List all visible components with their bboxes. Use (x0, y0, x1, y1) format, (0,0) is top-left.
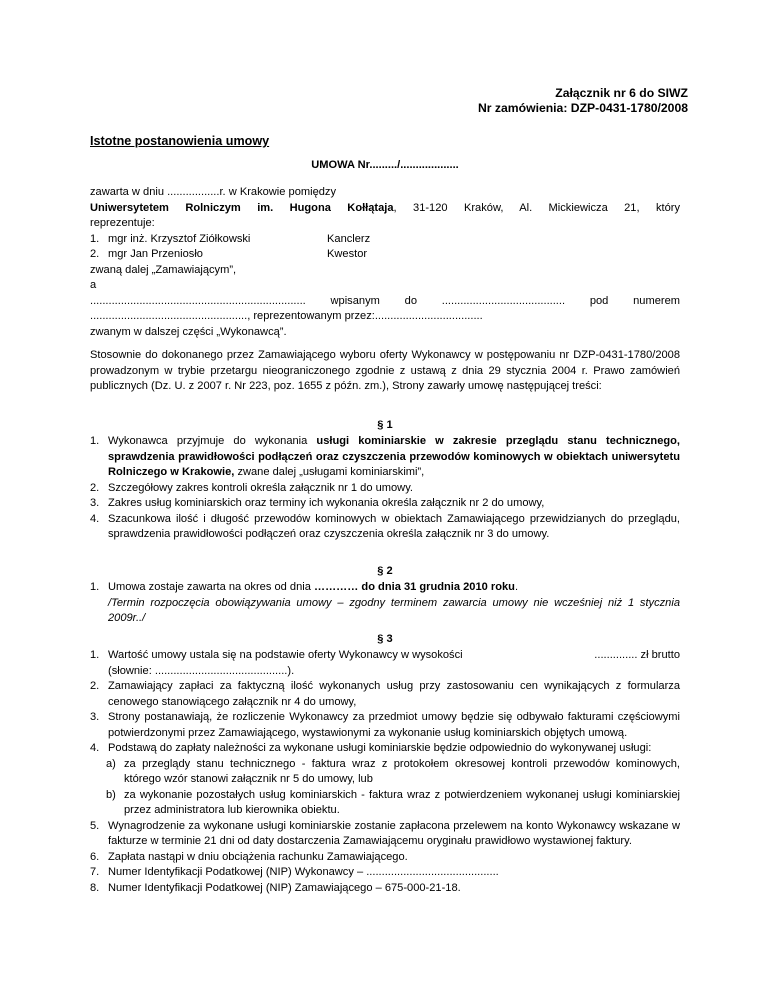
list-item: 3. Zakres usług kominiarskich oraz terminy ich wykonania określa załącznik nr 2 do umowy, (90, 497, 545, 509)
contractor-alias: zwanym w dalszej części „Wykonawcą”. (90, 325, 287, 338)
represented-label: reprezentuje: (90, 217, 155, 229)
list-item: 1. Wykonawca przyjmuje do wykonania usługi kominiarskie w zakresie przeglądu stanu technicznego, sprawdzenia prawidłowości podłączeń oraz czyszczenia przewodów kominowych w obiektach uniwersytetu Rolniczego w Krakowie, zwane dalej „usługami kominiarskimi”, (90, 435, 681, 478)
contractor-represented-line: ..................................................., reprezentowanym przez:................................... (90, 310, 483, 322)
page-title: Istotne postanowienia umowy (90, 134, 270, 148)
attachment-label: Załącznik nr 6 do SIWZ (555, 86, 688, 100)
list-item: 3. Strony postanawiają, że rozliczenie Wykonawcy za przedmiot umowy będzie się odbywało fakturami częściowymi potwierdzonymi przez Zamawiającego, wystawionymi za wykonanie usług kominiarskich objętych umową. (90, 711, 680, 739)
list-item: 2. Zamawiający zapłaci za faktyczną ilość wykonanych usług przy zastosowaniu cen wynikających z formularza cenowego stanowiącego załącznik nr 4 do umowy, (90, 680, 680, 708)
representative-2: 2. mgr Jan Przeniosło Kwestor (90, 247, 680, 263)
university-address: , 31-120 Kraków, Al. Mickiewicza 21, który (393, 201, 680, 214)
term-note: /Termin rozpoczęcia obowiązywania umowy – zgodny terminem zawarcia umowy nie wcześniej niż 1 stycznia 2009r../ (108, 596, 680, 624)
list-item: 4. Szacunkowa ilość i długość przewodów kominowych w obiektach Zamawiającego przewidzianych do przeglądu, sprawdzenia prawidłowości podłączeń oraz czyszczenia określa załącznik nr 3 do umowy. (90, 512, 680, 540)
representative-name: mgr Jan Przeniosło (108, 248, 203, 260)
university-line (90, 201, 680, 217)
list-item: 6. Zapłata nastąpi w dniu obciążenia rachunku Zamawiającego. (90, 850, 408, 863)
list-item: 2. Szczegółowy zakres kontroli określa załącznik nr 1 do umowy. (90, 481, 413, 494)
list-item: 4. Podstawą do zapłaty należności za wykonane usługi kominiarskie będzie odpowiednio do wykonywanej usługi: (90, 742, 652, 754)
section-1 (90, 434, 680, 543)
order-number: Nr zamówienia: DZP-0431-1780/2008 (478, 101, 688, 115)
representative-role: Kwestor (327, 248, 368, 260)
section-3-title: § 3 (377, 633, 393, 645)
parties-block (90, 185, 680, 340)
contract-title: UMOWA Nr........./................... (311, 159, 459, 171)
section-2-title: § 2 (377, 565, 393, 577)
list-item: 5. Wynagrodzenie za wykonane usługi kominiarskie zostanie zapłacona przelewem na konto Wykonawcy wskazane w fakturze w terminie 21 dni od daty dostarczenia Zamawiającemu oryginału prawidłowo wystawionej faktury. (90, 819, 680, 847)
list-item: 1. Umowa zostaje zawarta na okres od dnia ………… do dnia 31 grudnia 2010 roku. (90, 581, 519, 593)
representative-name: mgr inż. Krzysztof Ziółkowski (108, 232, 251, 245)
university-name: Uniwersytetem Rolniczym im. Hugona Kołłątaja (90, 201, 394, 214)
preamble: Stosownie do dokonanego przez Zamawiającego wyboru oferty Wykonawcy w postępowaniu nr DZP-0431-1780/2008 prowadzonym w trybie przetargu nieograniczonego zgodnie z ustawą z dnia 29 stycznia 2004 r. Prawo zamówień publicznych (Dz. U. z 2007 r. Nr 223, poz. 1655 z późn. zm.), Strony zawarły umowę następującej treści: (90, 349, 680, 392)
list-item: 1. Wartość umowy ustala się na podstawie oferty Wykonawcy w wysokości .............. zł brutto (słownie: ...........................................). (90, 649, 680, 677)
section-2 (90, 580, 680, 627)
intro-line: zawarta w dniu .................r. w Krakowie pomiędzy (90, 186, 337, 198)
section-3 (90, 648, 680, 896)
contractor-register-line: ...................................................................... wpisanym do ........................................ pod numerem (90, 294, 680, 307)
representative-1: 1. mgr inż. Krzysztof Ziółkowski Kanclerz (90, 232, 680, 248)
ordering-party-alias: zwaną dalej „Zamawiającym”, (90, 263, 237, 276)
sub-list-item: a) za przeglądy stanu technicznego - faktura wraz z protokołem okresowej kontroli przewodów kominowych, którego wzór stanowi załącznik nr 5 do umowy, lub (106, 757, 680, 785)
list-item: 7. Numer Identyfikacji Podatkowej (NIP) Wykonawcy – ........................................... (90, 866, 499, 878)
representative-role: Kanclerz (327, 232, 371, 245)
and-word: a (90, 279, 97, 291)
section-1-title: § 1 (377, 419, 393, 431)
sub-list-item: b) za wykonanie pozostałych usług kominiarskich - faktura wraz z potwierdzeniem wykonanej usługi kominiarskiej przez administratora lub kierownika obiektu. (106, 788, 680, 816)
list-item: 8. Numer Identyfikacji Podatkowej (NIP) Zamawiającego – 675-000-21-18. (90, 881, 461, 894)
